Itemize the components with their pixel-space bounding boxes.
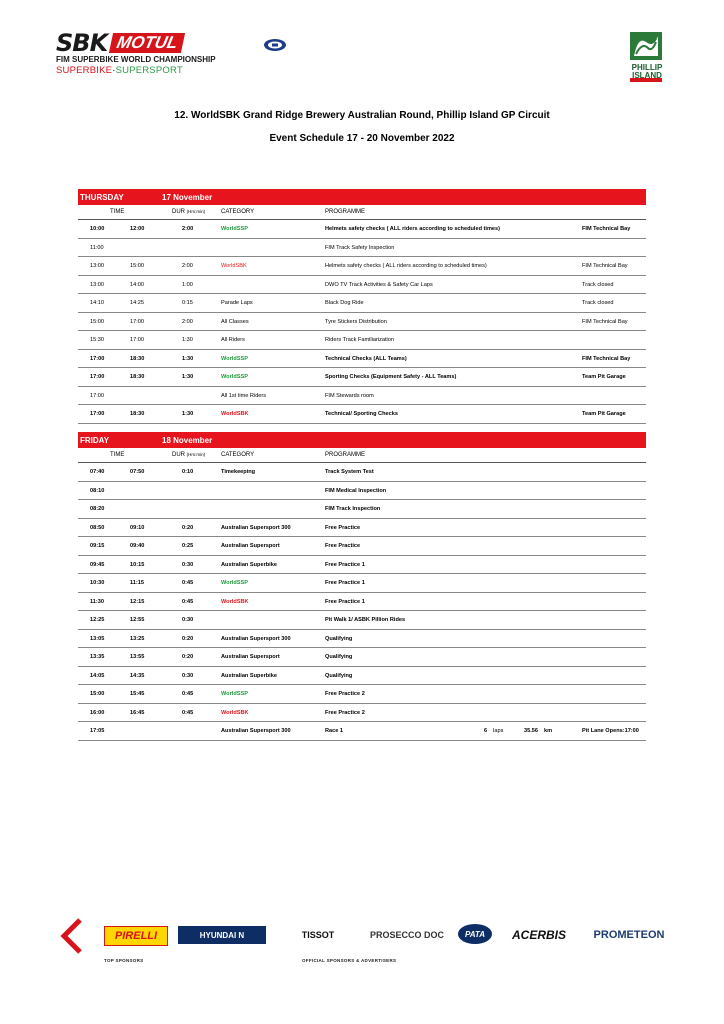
schedule-row (78, 685, 646, 704)
start-time: 17:00 (90, 411, 105, 417)
start-time: 11:00 (90, 244, 104, 251)
schedule-row (78, 593, 646, 612)
start-time: 16:00 (90, 709, 105, 716)
race-distance: 35.56 km (524, 728, 553, 734)
end-time: 18:30 (130, 355, 145, 362)
start-time: 13:05 (90, 635, 105, 642)
sbk-logo-letters: SBK (56, 29, 108, 57)
friday-day-bar (78, 432, 646, 448)
end-time: 17:00 (130, 337, 144, 343)
start-time: 17:00 (90, 374, 105, 380)
category: WorldSBK (221, 709, 249, 716)
schedule-row (78, 574, 646, 593)
location: Track closed (582, 281, 614, 288)
start-time: 13:35 (90, 654, 105, 660)
start-time: 17:00 (90, 392, 104, 399)
programme: Track System Test (325, 469, 374, 475)
category: WorldSSP (221, 580, 248, 586)
programme: Riders Track Familiarization (325, 337, 395, 343)
tissot-logo: TISSOT (301, 930, 335, 940)
end-time: 11:15 (130, 580, 144, 586)
category: Australian Superbike (221, 672, 277, 679)
championship-classes: SUPERBIKE·SUPERSPORT (56, 65, 183, 76)
location: FIM Technical Bay (582, 355, 631, 362)
duration: 0:30 (182, 617, 194, 623)
schedule-row (78, 630, 646, 649)
end-time: 14:35 (130, 672, 145, 679)
end-time: 17:00 (130, 318, 144, 325)
end-time: 15:00 (130, 263, 144, 269)
duration: 0:45 (182, 580, 194, 586)
category: WorldSBK (221, 598, 249, 605)
schedule-row (78, 220, 646, 239)
event-title: 12. WorldSBK Grand Ridge Brewery Australian Round, Phillip Island GP Circuit (174, 110, 550, 121)
duration: 1:30 (182, 355, 194, 362)
end-time: 14:00 (130, 281, 144, 288)
end-time: 07:50 (130, 469, 145, 475)
start-time: 09:45 (90, 561, 105, 568)
category: Parade Laps (221, 300, 253, 306)
category: WorldSSP (221, 691, 248, 697)
schedule-row (78, 556, 646, 575)
start-time: 10:30 (90, 580, 105, 586)
duration: 1:30 (182, 374, 194, 380)
programme: DWO TV Track Activities & Safety Car Laps (325, 281, 433, 288)
schedule-row (78, 331, 646, 350)
duration: 0:10 (182, 469, 194, 475)
start-time: 17:05 (90, 728, 105, 734)
start-time: 13:00 (90, 263, 104, 269)
schedule-row (78, 405, 646, 424)
day-label: FRIDAY (80, 436, 110, 445)
schedule-row (78, 500, 646, 519)
motul-logo: MOTUL (109, 33, 186, 53)
start-time: 15:00 (90, 318, 104, 325)
duration: 1:30 (182, 411, 194, 417)
schedule-row (78, 537, 646, 556)
duration: 1:00 (182, 281, 193, 288)
end-time: 09:40 (130, 543, 145, 549)
schedule-row (78, 648, 646, 667)
schedule-row (78, 368, 646, 387)
schedule-row (78, 667, 646, 686)
location: FIM Technical Bay (582, 226, 631, 232)
fim-emblem-icon (263, 38, 287, 52)
phillip-island-logo-text: PHILLIP ISLAND (631, 63, 663, 80)
schedule-row (78, 257, 646, 276)
programme: FIM Stewards room (325, 392, 374, 399)
duration: 1:30 (182, 337, 193, 343)
location: Team Pit Garage (582, 411, 626, 417)
pirelli-logo: PIRELLI (104, 926, 168, 946)
category: Australian Supersport 300 (221, 635, 291, 642)
category: Australian Superbike (221, 561, 277, 568)
programme: Free Practice 1 (325, 598, 365, 605)
friday-schedule (78, 432, 646, 741)
start-time: 15:30 (90, 337, 104, 343)
sbk-motul-logo (56, 29, 261, 80)
programme: FIM Track Safety Inspection (325, 244, 395, 251)
column-headers: TIME DUR (Hrs:min) CATEGORY PROGRAMME (78, 448, 646, 463)
schedule-row (78, 482, 646, 501)
prometeon-logo: PROMETEON (593, 929, 665, 941)
duration: 0:45 (182, 691, 194, 697)
programme: Black Dog Ride (325, 300, 364, 306)
start-time: 08:10 (90, 487, 105, 494)
category: WorldSSP (221, 374, 248, 380)
end-time: 14:25 (130, 300, 144, 306)
duration: 0:25 (182, 543, 194, 549)
duration: 0:30 (182, 561, 194, 568)
programme: Free Practice 1 (325, 580, 365, 586)
programme: Free Practice 1 (325, 561, 365, 568)
schedule-row (78, 239, 646, 258)
schedule-row (78, 294, 646, 313)
start-time: 11:30 (90, 598, 104, 605)
programme: Free Practice (325, 524, 361, 531)
end-time: 13:25 (130, 635, 145, 642)
programme: FIM Track Inspection (325, 506, 381, 512)
start-time: 17:00 (90, 355, 105, 362)
duration: 2:00 (182, 318, 193, 325)
end-time: 10:15 (130, 561, 145, 568)
duration: 2:00 (182, 226, 194, 232)
official-sponsors-caption: OFFICIAL SPONSORS & ADVERTISERS (302, 958, 397, 963)
programme: Race 1 (325, 728, 344, 734)
start-time: 13:00 (90, 281, 104, 288)
programme: Free Practice 2 (325, 691, 365, 697)
programme: Free Practice (325, 543, 361, 549)
championship-name: FIM SUPERBIKE WORLD CHAMPIONSHIP (56, 55, 216, 64)
start-time: 14:05 (90, 672, 105, 679)
schedule-row (78, 276, 646, 295)
schedule-row (78, 722, 646, 741)
day-date: 18 November (162, 436, 213, 445)
schedule-row (78, 704, 646, 723)
category: WorldSBK (221, 411, 249, 417)
schedule-row (78, 313, 646, 332)
category: All Riders (221, 337, 245, 343)
category: WorldSBK (221, 263, 247, 269)
event-subtitle: Event Schedule 17 - 20 November 2022 (269, 133, 455, 144)
location: Pit Lane Opens:17:00 (582, 728, 639, 734)
end-time: 12:55 (130, 617, 145, 623)
duration: 0:20 (182, 635, 194, 642)
start-time: 14:10 (90, 300, 104, 306)
acerbis-logo: ACERBIS (511, 928, 566, 942)
end-time: 18:30 (130, 374, 145, 380)
category: Timekeeping (221, 469, 256, 475)
schedule-row (78, 519, 646, 538)
thursday-schedule (78, 189, 646, 424)
location: FIM Technical Bay (582, 318, 628, 325)
start-time: 15:00 (90, 691, 105, 697)
programme: Helmets safety checks ( ALL riders according to scheduled times) (325, 263, 487, 269)
programme: Free Practice 2 (325, 709, 365, 716)
start-time: 08:20 (90, 506, 105, 512)
end-time: 09:10 (130, 524, 145, 531)
pata-logo: PATA (458, 924, 492, 944)
sponsor-strip (60, 918, 670, 968)
end-time: 12:15 (130, 598, 145, 605)
programme: Qualifying (325, 635, 353, 642)
race-laps: 6 laps (484, 728, 504, 734)
end-time: 12:00 (130, 226, 145, 232)
prosecco-doc-logo: PROSECCO DOC (369, 930, 444, 940)
thursday-day-bar (78, 189, 646, 205)
programme: Technical/ Sporting Checks (325, 411, 398, 417)
start-time: 09:15 (90, 543, 105, 549)
programme: Sporting Checks (Equipment Safety - ALL Teams) (325, 374, 457, 380)
programme: Qualifying (325, 672, 353, 679)
start-time: 12:25 (90, 617, 105, 623)
programme: Tyre Stickers Distribution (325, 318, 387, 325)
programme: Technical Checks (ALL Teams) (325, 355, 407, 362)
category: Australian Supersport 300 (221, 524, 291, 531)
category: All 1st time Riders (221, 392, 267, 399)
category: WorldSSP (221, 226, 248, 232)
category: All Classes (221, 318, 249, 325)
programme: Qualifying (325, 654, 353, 660)
duration: 0:15 (182, 300, 193, 306)
end-time: 18:30 (130, 411, 145, 417)
duration: 0:45 (182, 709, 194, 716)
start-time: 10:00 (90, 226, 105, 232)
duration: 0:20 (182, 654, 194, 660)
schedule-row (78, 350, 646, 369)
schedule-row (78, 463, 646, 482)
programme: FIM Medical Inspection (325, 487, 387, 494)
schedule-row (78, 611, 646, 630)
category: Australian Supersport 300 (221, 728, 291, 734)
start-time: 08:50 (90, 524, 105, 531)
top-sponsors-caption: TOP SPONSORS (104, 958, 144, 963)
day-date: 17 November (162, 193, 213, 202)
category: Australian Supersport (221, 654, 280, 660)
programme: Helmets safety checks ( ALL riders according to scheduled times) (325, 226, 501, 232)
start-time: 07:40 (90, 469, 105, 475)
end-time: 15:45 (130, 691, 145, 697)
category: Australian Supersport (221, 543, 280, 549)
duration: 0:30 (182, 672, 194, 679)
hyundai-n-logo: HYUNDAI N (178, 926, 266, 944)
programme: Pit Walk 1/ ASBK Pillion Rides (325, 617, 406, 623)
column-headers: TIME DUR (Hrs:min) CATEGORY PROGRAMME (78, 205, 646, 220)
schedule-row (78, 387, 646, 406)
duration: 0:45 (182, 598, 194, 605)
end-time: 13:55 (130, 654, 145, 660)
location: Team Pit Garage (582, 374, 626, 380)
duration: 2:00 (182, 263, 193, 269)
category: WorldSSP (221, 355, 248, 362)
location: Track closed (582, 300, 614, 306)
chevron-left-icon (60, 918, 84, 954)
day-label: THURSDAY (80, 193, 124, 202)
location: FIM Technical Bay (582, 263, 628, 269)
duration: 0:20 (182, 524, 194, 531)
end-time: 16:45 (130, 709, 145, 716)
